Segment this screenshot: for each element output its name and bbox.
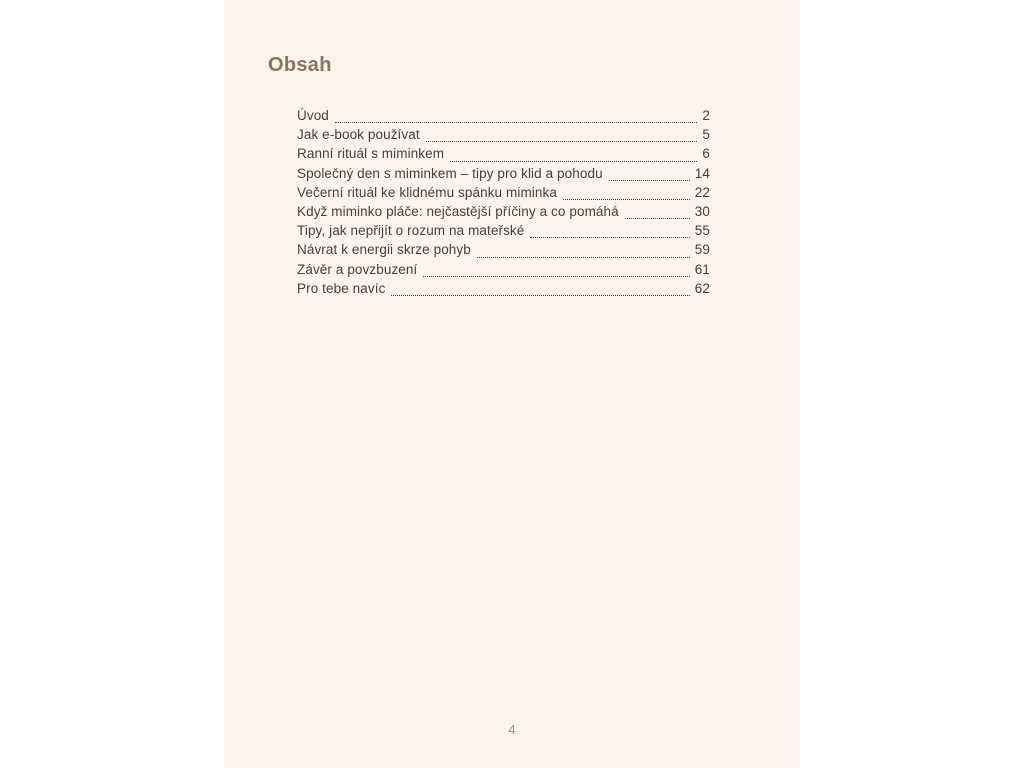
toc-entry-page: 61 [694, 261, 710, 277]
toc-entry-page: 6 [702, 146, 710, 162]
toc-entry-page: 5 [702, 127, 710, 143]
toc-entry-page: 2 [702, 108, 710, 123]
toc-list [297, 108, 710, 300]
toc-entry-label: Návrat k energii skrze pohyb [297, 242, 471, 258]
toc-leader-dots [625, 218, 690, 219]
toc-entry [297, 281, 710, 300]
toc-entry [297, 262, 710, 281]
page-number: 4 [508, 722, 516, 737]
toc-entry [297, 108, 710, 127]
toc-entry-label: Společný den s miminkem – tipy pro klid a pohodu [297, 165, 603, 181]
toc-entry-label: Večerní rituál ke klidnému spánku miminka [297, 184, 557, 200]
page-title: Obsah [268, 54, 332, 76]
toc-entry-label: Ranní rituál s miminkem [297, 146, 445, 162]
toc-entry-label: Pro tebe navíc [297, 280, 386, 296]
toc-leader-dots [477, 257, 690, 258]
toc-entry [297, 204, 710, 223]
toc-leader-dots [609, 180, 690, 181]
toc-entry [297, 242, 710, 261]
toc-leader-dots [423, 276, 689, 277]
toc-entry-label: Závěr a povzbuzení [297, 261, 418, 277]
toc-leader-dots [391, 295, 689, 296]
toc-entry-page: 22 [694, 184, 710, 200]
toc-entry [297, 166, 710, 185]
toc-entry [297, 223, 710, 242]
toc-entry-page: 62 [694, 280, 710, 296]
toc-leader-dots [426, 141, 698, 142]
toc-leader-dots [450, 161, 697, 162]
toc-entry [297, 146, 710, 165]
toc-entry-page: 55 [694, 223, 710, 239]
toc-entry [297, 127, 710, 146]
toc-entry-label: Když miminko pláče: nejčastější příčiny a co pomáhá [297, 203, 619, 219]
toc-entry-page: 14 [694, 165, 710, 181]
book-page [224, 0, 800, 768]
toc-entry-label: Jak e-book používat [297, 127, 420, 143]
toc-entry-page: 59 [694, 242, 710, 258]
toc-leader-dots [335, 122, 697, 123]
toc-entry-label: Tipy, jak nepřijít o rozum na mateřské [297, 223, 525, 239]
toc-entry-page: 30 [694, 203, 710, 219]
toc-leader-dots [563, 199, 690, 200]
toc-entry-label: Úvod [297, 108, 329, 123]
toc-leader-dots [530, 237, 689, 238]
toc-entry [297, 185, 710, 204]
